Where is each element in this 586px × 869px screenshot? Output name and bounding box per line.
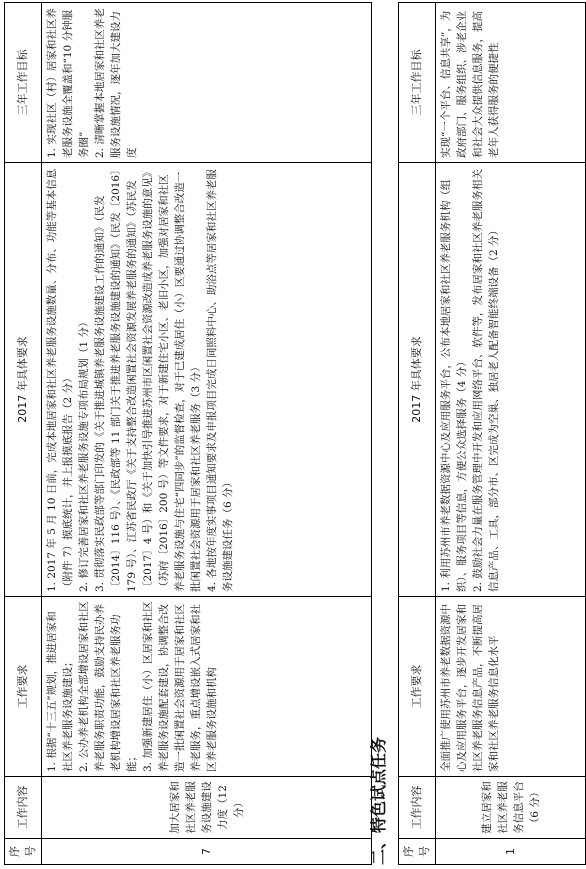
specific-item: 2. 鼓励社会力量在服务管理中开发和应用网络平台、软件等，发布居家和社区养老服务相关信息产品、工具，部分市、区完成为空巢、独居老人配备智能终端设备（2 分） bbox=[472, 169, 500, 592]
header-seq: 序号 bbox=[5, 839, 42, 865]
row-content: 加大居家和社区养老服务设施建设力度（12 分） bbox=[42, 777, 372, 839]
specific-item: 2. 修订完善居家和社区养老服务设施专项布局规划（1 分） bbox=[78, 316, 90, 592]
requirement-item: 1. 根据“十三五”规划，推进居家和社区养老服务设施建设； bbox=[46, 611, 74, 772]
requirement-item: 2. 公办养老机构全部增设居家和社区养老服务职责功能，鼓励支持民办养老机构增设居家和社区养老服务功能； bbox=[78, 601, 138, 772]
header-requirements: 工作要求 bbox=[5, 597, 42, 777]
row-seq: 7 bbox=[42, 839, 372, 865]
header-specific-2017: 2017 年具体要求 bbox=[399, 163, 436, 597]
header-requirements: 工作要求 bbox=[399, 597, 436, 777]
header-content: 工作内容 bbox=[399, 777, 436, 839]
pilot-tasks-table bbox=[398, 2, 586, 865]
specific-item: 3. 贯彻落实民政部等部门印发的《关于推进城镇养老服务设施建设工作的通知》（民发〔2014〕116 号）、《民政部等 11 部门关于推进养老服务设施建设的通知》（民发〔2016〕179 号）、江苏省民政厅《关于支持整合改造闲置社会资源发展养老服务的通知》（苏民发〔2017〕4 号）和《关于加快引导推进苏州市区闲置社会资源改造成养老服务设施的意见》（苏府〔2016〕200 号）等文件要求，对于新建住宅小区、老旧小区，加强对居家和社区养老服务设施与住宅“四同步”的监督检查，对于已建成居住（小）区要通过协调整合改造一批闲置社会资源用于居家和社区养老服务（3 分） bbox=[94, 169, 202, 592]
row-goals-3yr bbox=[42, 3, 372, 163]
tasks-table bbox=[4, 2, 372, 865]
table-row bbox=[42, 3, 372, 865]
row-content: 建立居家和社区养老服务信息平台（6 分） bbox=[436, 777, 586, 839]
table-header-row bbox=[5, 3, 42, 865]
requirement-item: 3. 加强新建居住（小）区居家和社区养老服务设施配套建设，协调整合改造一批闲置社会资源用于居家和社区养老服务，重点增设嵌入式居家和社区养老服务设施和机构 bbox=[142, 601, 218, 772]
header-goals-3yr: 三年工作目标 bbox=[5, 3, 42, 163]
table-row bbox=[436, 3, 586, 865]
table-header-row bbox=[399, 3, 436, 865]
specific-item: 1. 利用苏州市养老数据资源中心及应用服务平台，公布本地居家和社区养老服务机构（组织）、服务项目等信息，方便公众选择服务（4 分） bbox=[440, 179, 468, 592]
header-specific-2017: 2017 年具体要求 bbox=[5, 163, 42, 597]
goal-item: 实现“一个平台、信息共享”，为政府部门、服务组织、涉老企业和社会大众提供信息服务，提高老年人获得服务的便捷性 bbox=[440, 10, 500, 158]
row-specific-2017 bbox=[436, 163, 586, 597]
goal-item: 2. 清晰掌握本地居家和社区养老服务设施情况，逐年加大建设力度 bbox=[94, 8, 138, 158]
specific-item: 4. 各地按年度实事项目通知要求及申报项目完成日间照料中心、助浴点等居家和社区养老服务设施建设任务（6 分） bbox=[206, 169, 234, 592]
row-seq: 1 bbox=[436, 839, 586, 865]
header-content: 工作内容 bbox=[5, 777, 42, 839]
header-goals-3yr: 三年工作目标 bbox=[399, 3, 436, 163]
goal-item: 1. 实现社区（村）居家和社区养老服务设施全覆盖和“10 分钟服务圈” bbox=[46, 8, 90, 158]
section-heading: 二、特色试点任务 bbox=[369, 736, 388, 865]
specific-item: 1. 2017 年 5 月 10 日前，完成本地居家和社区养老服务设施数量、分布、功能等基本信息（附件 7）摸底统计，并上报摸底报告（2 分） bbox=[46, 168, 74, 592]
requirement-item: 全面推广使用苏州市养老数据资源中心及应用服务平台，逐步开发居家和社区养老服务信息产品，不断提高居家和社区养老服务信息化水平 bbox=[440, 604, 500, 772]
row-goals-3yr bbox=[436, 3, 586, 163]
row-specific-2017 bbox=[42, 163, 372, 597]
header-seq: 序号 bbox=[399, 839, 436, 865]
row-requirements bbox=[436, 597, 586, 777]
row-requirements bbox=[42, 597, 372, 777]
